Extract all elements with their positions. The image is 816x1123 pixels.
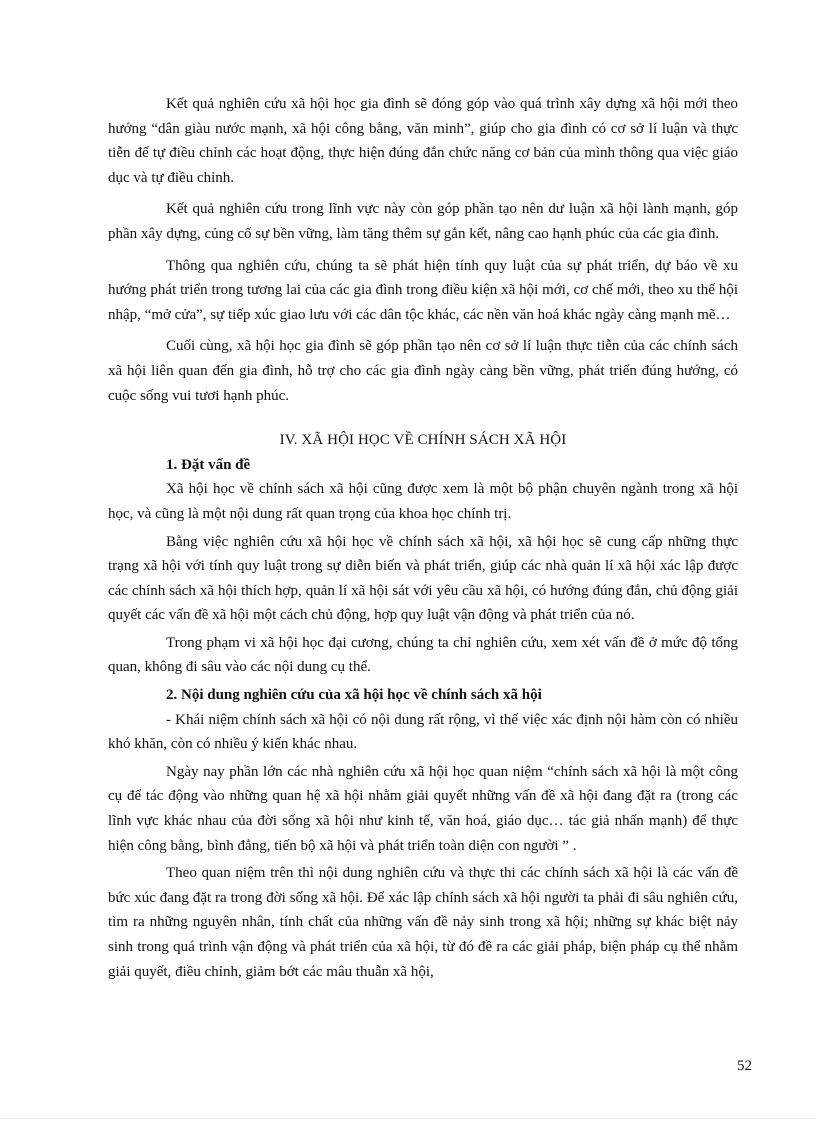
paragraph: Xã hội học về chính sách xã hội cũng được xem là một bộ phận chuyên ngành trong xã hội học, và cũng là một nội dung rất quan trọng của khoa học chính trị. (108, 481, 738, 522)
page-body (108, 92, 738, 987)
subsection-heading: 2. Nội dung nghiên cứu của xã hội học về chính sách xã hội (166, 687, 542, 704)
paragraph: Kết quả nghiên cứu trong lĩnh vực này còn góp phần tạo nên dư luận xã hội lành mạnh, góp phần xây dựng, củng cố sự bền vững, làm tăng thêm sự gắn kết, nâng cao hạnh phúc của các gia đình. (108, 201, 738, 242)
section-heading: IV. XÃ HỘI HỌC VỀ CHÍNH SÁCH XÃ HỘI (279, 432, 567, 449)
subsection-heading: 1. Đặt vấn đề (166, 456, 251, 473)
paragraph: Thông qua nghiên cứu, chúng ta sẽ phát hiện tính quy luật của sự phát triển, dự báo về xu hướng phát triển trong tương lai của các gia đình trong điều kiện xã hội mới, cơ chế mới, theo xu thế hội nhập, “mở cửa”, sự tiếp xúc giao lưu với các dân tộc khác, các nền văn hoá khác ngày càng mạnh mẽ… (108, 257, 738, 323)
page-number: 52 (737, 1058, 752, 1074)
paragraph: Bằng việc nghiên cứu xã hội học về chính sách xã hội, xã hội học sẽ cung cấp những thực trạng xã hội với tính quy luật trong sự diễn biến và phát triển, giúp các nhà quản lí xã hội xác lập được các chính sách xã hội thích hợp, quản lí xã hội sát với yêu cầu xã hội, có hướng đúng đắn, chủ động giải quyết các vấn đề xã hội một cách chủ động, hợp quy luật vận động và phát triển của nó. (108, 533, 738, 624)
paragraph: - Khái niệm chính sách xã hội có nội dung rất rộng, vì thế việc xác định nội hàm còn có nhiều khó khăn, còn có nhiều ý kiến khác nhau. (108, 711, 738, 753)
paragraph: Trong phạm vi xã hội học đại cương, chúng ta chỉ nghiên cứu, xem xét vấn đề ở mức độ tổng quan, không đi sâu vào các nội dung cụ thể. (108, 634, 738, 676)
paragraph: Kết quả nghiên cứu xã hội học gia đình sẽ đóng góp vào quá trình xây dựng xã hội mới theo hướng “dân giàu nước mạnh, xã hội công bằng, văn minh”, giúp cho gia đình có cơ sở lí luận và thực tiễn để tự điều chỉnh các hoạt động, thực hiện đúng đắn chức năng cơ bản của mình thông qua việc giáo dục và tự điều chỉnh. (108, 96, 738, 186)
paragraph: Cuối cùng, xã hội học gia đình sẽ góp phần tạo nên cơ sở lí luận thực tiễn của các chính sách xã hội liên quan đến gia đình, hỗ trợ cho các gia đình ngày càng bền vững, phát triển đúng hướng, có cuộc sống vui tươi hạnh phúc. (108, 338, 738, 404)
paragraph: Theo quan niệm trên thì nội dung nghiên cứu và thực thi các chính sách xã hội là các vấn đề bức xúc đang đặt ra trong đời sống xã hội. Để xác lập chính sách xã hội người ta phải đi sâu nghiên cứu, tìm ra những nguyên nhân, tính chất của những vấn đề nảy sinh trong xã hội; những sự khác biệt nảy sinh trong quá trình vận động và phát triển của xã hội, từ đó đề ra các giải pháp, biện pháp cụ thể nhằm giải quyết, điều chỉnh, giảm bớt các mâu thuẫn xã hội, (108, 865, 738, 980)
page-edge-divider (0, 1118, 816, 1119)
paragraph: Ngày nay phần lớn các nhà nghiên cứu xã hội học quan niệm “chính sách xã hội là một công cụ để tác động vào những quan hệ xã hội nhằm giải quyết những vấn đề xã hội đang đặt ra (trong các lĩnh vực khác nhau của đời sống xã hội như kinh tế, văn hoá, giáo dục… tác giả nhấn mạnh) để thực hiện công bằng, bình đẳng, tiến bộ xã hội và phát triển toàn diện con người ” . (108, 763, 738, 854)
